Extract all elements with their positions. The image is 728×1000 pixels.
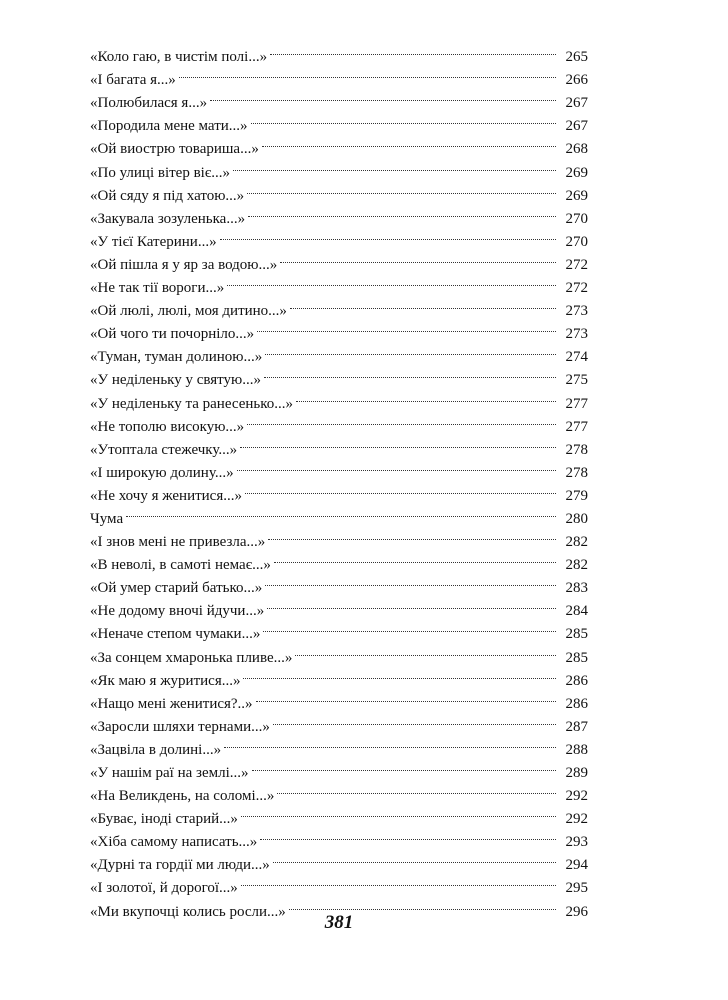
toc-entry-page: 285 — [565, 626, 588, 643]
toc-entry-page: 294 — [565, 857, 588, 874]
toc-entry-title: «Буває, іноді старий...» — [90, 811, 238, 828]
dot-leader — [251, 107, 556, 130]
toc-entry-title: «Зацвіла в долині...» — [90, 741, 222, 758]
toc-entry-title: «Хіба самому написать...» — [90, 834, 258, 851]
dot-leader — [241, 800, 556, 823]
toc-entry-title: «У тієї Катерини...» — [90, 233, 217, 250]
toc-entry-title: «Полюбилася я...» — [90, 95, 208, 112]
toc-entry-title: «Ой люлі, люлі, моя дитино...» — [90, 303, 287, 320]
toc-entry-page: 267 — [565, 118, 588, 135]
toc-entry-title: «І золотої, й дорогої...» — [90, 880, 238, 897]
toc-entry-title: «Породила мене мати...» — [90, 118, 248, 135]
toc-entry-title: «Ми вкупочці колись росли...» — [90, 903, 286, 920]
dot-leader — [265, 338, 556, 361]
dot-leader — [295, 638, 556, 661]
toc-entry-title: «У нашім раї на землі...» — [90, 765, 249, 781]
toc-entry-page: 273 — [565, 303, 588, 320]
toc-entry-title: «Туман, туман долиною...» — [90, 349, 263, 366]
toc-entry-page: 272 — [565, 256, 588, 273]
toc-entry-title: «Не тополю високую...» — [90, 418, 245, 435]
dot-leader — [280, 246, 556, 269]
toc-entry-page: 270 — [565, 233, 588, 250]
toc-entry — [90, 500, 588, 527]
toc-entry-title: «По улиці вітер віє...» — [90, 164, 231, 181]
dot-leader — [274, 546, 556, 569]
dot-leader — [263, 615, 556, 638]
dot-leader — [268, 523, 556, 546]
toc-entry-title: «Неначе степом чумаки...» — [90, 626, 261, 643]
toc-entry-title: «Ой чого ти почорніло...» — [90, 326, 255, 343]
page-number: 381 — [324, 912, 354, 933]
toc-entry-title: «Закувала зозуленька...» — [90, 210, 246, 227]
toc-entry-page: 296 — [565, 903, 588, 920]
toc-entry-page: 280 — [565, 510, 588, 527]
toc-entry-title: «В неволі, в самоті немає...» — [90, 557, 271, 574]
dot-leader — [220, 223, 556, 246]
toc-entry-page: 266 — [565, 72, 588, 89]
toc-entry-page: 267 — [565, 95, 588, 112]
toc-entry-title: «Не так тії вороги...» — [90, 280, 225, 297]
toc-entry-page: 288 — [565, 741, 588, 758]
toc-entry-page: 283 — [565, 580, 588, 597]
dot-leader — [247, 177, 556, 200]
toc-entry-title: «Нащо мені женитися?..» — [90, 695, 253, 712]
dot-leader — [233, 153, 556, 176]
toc-entry-page: 269 — [565, 164, 588, 181]
toc-entry-page: 277 — [565, 395, 588, 412]
toc-entry-page: 284 — [565, 603, 588, 620]
toc-entry-page: 274 — [565, 349, 588, 366]
toc-entry-title: «Ой умер старий батько...» — [90, 580, 263, 597]
toc-entry-title: «Утоптала стежечку...» — [90, 441, 238, 458]
toc-entry-title: «Не додому вночі йдучи...» — [90, 603, 265, 620]
toc-entry-page: 286 — [565, 695, 588, 712]
toc-entry-page: 282 — [565, 534, 588, 551]
toc-entry-page: 278 — [565, 441, 588, 458]
toc-entry-page: 275 — [565, 372, 588, 389]
toc-entry-title: «У неділеньку та ранесенько...» — [90, 395, 293, 412]
dot-leader — [273, 846, 556, 869]
dot-leader — [256, 685, 556, 708]
dot-leader — [273, 708, 556, 731]
toc-entry-page: 272 — [565, 280, 588, 297]
dot-leader — [296, 384, 556, 407]
dot-leader — [267, 592, 556, 615]
dot-leader — [248, 200, 556, 223]
dot-leader — [237, 454, 556, 477]
toc-entry-page: 292 — [565, 788, 588, 805]
dot-leader — [224, 731, 556, 754]
dot-leader — [277, 777, 556, 800]
dot-leader — [262, 130, 556, 153]
toc-entry-title: «Не хочу я женитися...» — [90, 487, 242, 504]
toc-entry-title: «Як маю я журитися...» — [90, 672, 241, 689]
toc-entry-page: 295 — [565, 880, 588, 897]
dot-leader — [245, 477, 556, 500]
toc-entry-title: «За сонцем хмаронька пливе...» — [90, 649, 293, 666]
dot-leader — [227, 269, 556, 292]
toc-entry — [90, 38, 588, 66]
dot-leader — [240, 431, 556, 454]
toc-entry-title: «Дурні та гордії ми люди...» — [90, 857, 270, 874]
dot-leader — [264, 361, 556, 384]
toc-entry — [90, 523, 588, 551]
toc-entry-page: 279 — [565, 487, 588, 504]
toc-entry-page: 285 — [565, 649, 588, 666]
toc-entry-title: «Заросли шляхи тернами...» — [90, 718, 270, 735]
dot-leader — [290, 292, 556, 315]
toc-entry-title: «У неділеньку у святую...» — [90, 372, 261, 389]
dot-leader — [210, 84, 556, 107]
toc-entry-page: 265 — [565, 49, 588, 66]
dot-leader — [179, 61, 556, 84]
toc-entry-title: «Ой сяду я під хатою...» — [90, 187, 245, 204]
toc-entry-page: 286 — [565, 672, 588, 689]
toc-entry-page: 277 — [565, 418, 588, 435]
toc-entry-title: «І широкую долину...» — [90, 464, 234, 481]
dot-leader — [241, 869, 556, 892]
toc-entry-page: 270 — [565, 210, 588, 227]
toc-entry-title: Чума — [90, 510, 124, 527]
dot-leader — [252, 754, 556, 777]
dot-leader — [247, 408, 556, 431]
dot-leader — [270, 38, 556, 61]
toc-entry-page: 287 — [565, 718, 588, 735]
toc-entry-page: 282 — [565, 557, 588, 574]
toc-entry-page: 268 — [565, 141, 588, 158]
toc-entry-page: 292 — [565, 811, 588, 828]
toc-entry-page: 293 — [565, 834, 588, 851]
table-of-contents — [90, 38, 588, 920]
dot-leader — [257, 315, 556, 338]
dot-leader — [126, 500, 556, 523]
toc-entry-page: 273 — [565, 326, 588, 343]
toc-entry-title: «Коло гаю, в чистім полі...» — [90, 49, 268, 66]
toc-entry-page: 289 — [565, 765, 588, 781]
toc-entry-title: «І багата я...» — [90, 72, 176, 89]
toc-entry-title: «На Великдень, на соломі...» — [90, 788, 275, 805]
toc-entry-title: «І знов мені не привезла...» — [90, 534, 266, 551]
dot-leader — [265, 569, 556, 592]
toc-entry-title: «Ой пішла я у яр за водою...» — [90, 256, 278, 273]
toc-entry-title: «Ой виострю товариша...» — [90, 141, 259, 158]
dot-leader — [260, 823, 556, 846]
dot-leader — [243, 662, 556, 685]
toc-entry-page: 269 — [565, 187, 588, 204]
toc-entry-page: 278 — [565, 464, 588, 481]
